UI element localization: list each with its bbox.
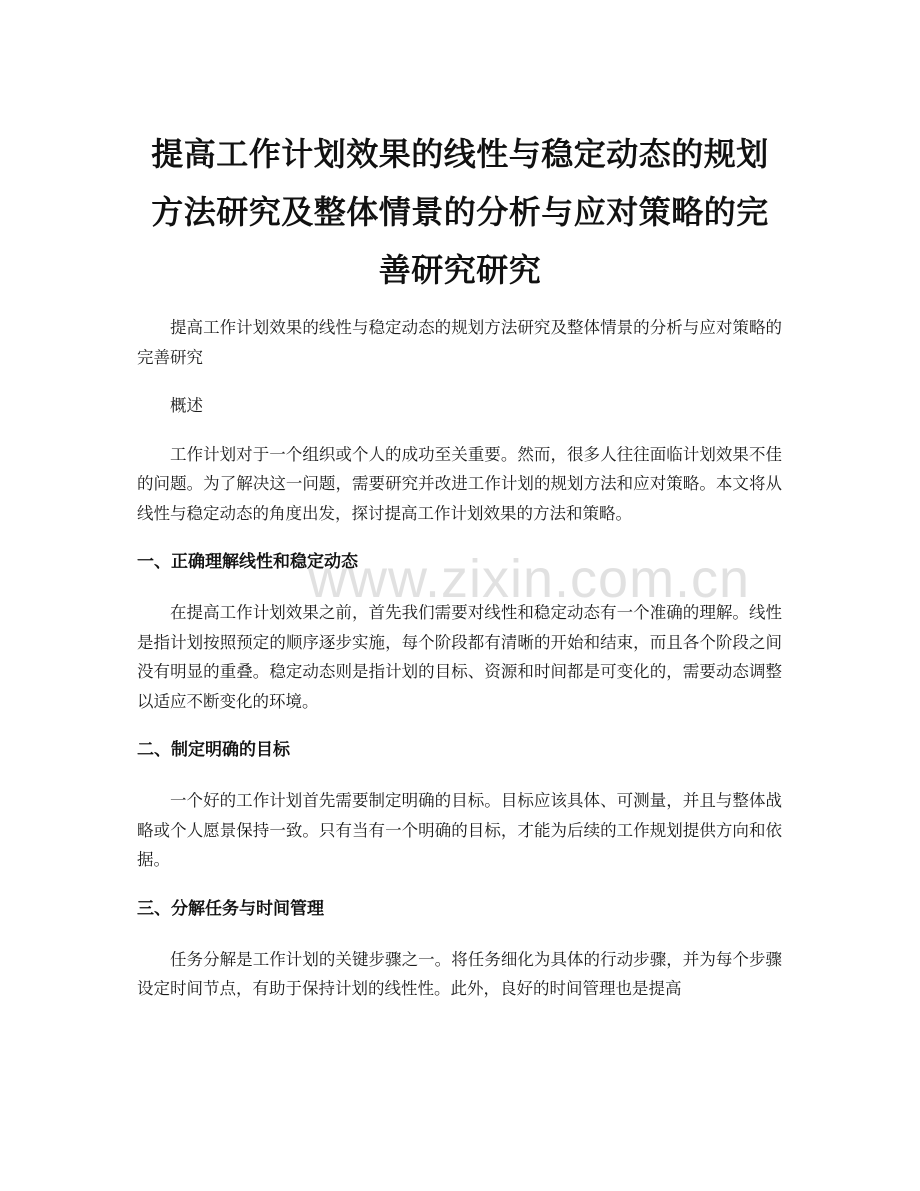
section-1-paragraph: 在提高工作计划效果之前，首先我们需要对线性和稳定动态有一个准确的理解。线性是指计划按照预定的顺序逐步实施，每个阶段都有清晰的开始和结束，而且各个阶段之间没有明显的重叠。稳定动态则是指计划的目标、资源和时间都是可变化的，需要动态调整以适应不断变化的环境。 [137, 603, 782, 711]
title-line-3: 善研究研究 [378, 251, 542, 290]
intro-paragraph: 提高工作计划效果的线性与稳定动态的规划方法研究及整体情景的分析与应对策略的完善研究 [137, 318, 782, 367]
section-1-heading: 一、正确理解线性和稳定动态 [137, 552, 358, 572]
watermark: www.zixin.com.cn [308, 549, 751, 609]
overview-paragraph: 工作计划对于一个组织或个人的成功至关重要。然而，很多人往往面临计划效果不佳的问题。为了解决这一问题，需要研究并改进工作计划的规划方法和应对策略。本文将从线性与稳定动态的角度出发，探讨提高工作计划效果的方法和策略。 [137, 444, 782, 523]
title-line-1: 提高工作计划效果的线性与稳定动态的规划 [151, 135, 769, 174]
title-line-2: 方法研究及整体情景的分析与应对策略的完 [151, 193, 769, 232]
overview-label: 概述 [170, 396, 203, 415]
section-3-paragraph: 任务分解是工作计划的关键步骤之一。将任务细化为具体的行动步骤，并为每个步骤设定时间节点，有助于保持计划的线性性。此外，良好的时间管理也是提高 [137, 949, 782, 998]
section-2-paragraph: 一个好的工作计划首先需要制定明确的目标。目标应该具体、可测量，并且与整体战略或个人愿景保持一致。只有当有一个明确的目标，才能为后续的工作规划提供方向和依据。 [137, 791, 782, 869]
section-3-heading: 三、分解任务与时间管理 [137, 898, 324, 919]
document-title [120, 125, 800, 299]
document-body [137, 313, 782, 1004]
section-2-heading: 二、制定明确的目标 [137, 740, 290, 760]
